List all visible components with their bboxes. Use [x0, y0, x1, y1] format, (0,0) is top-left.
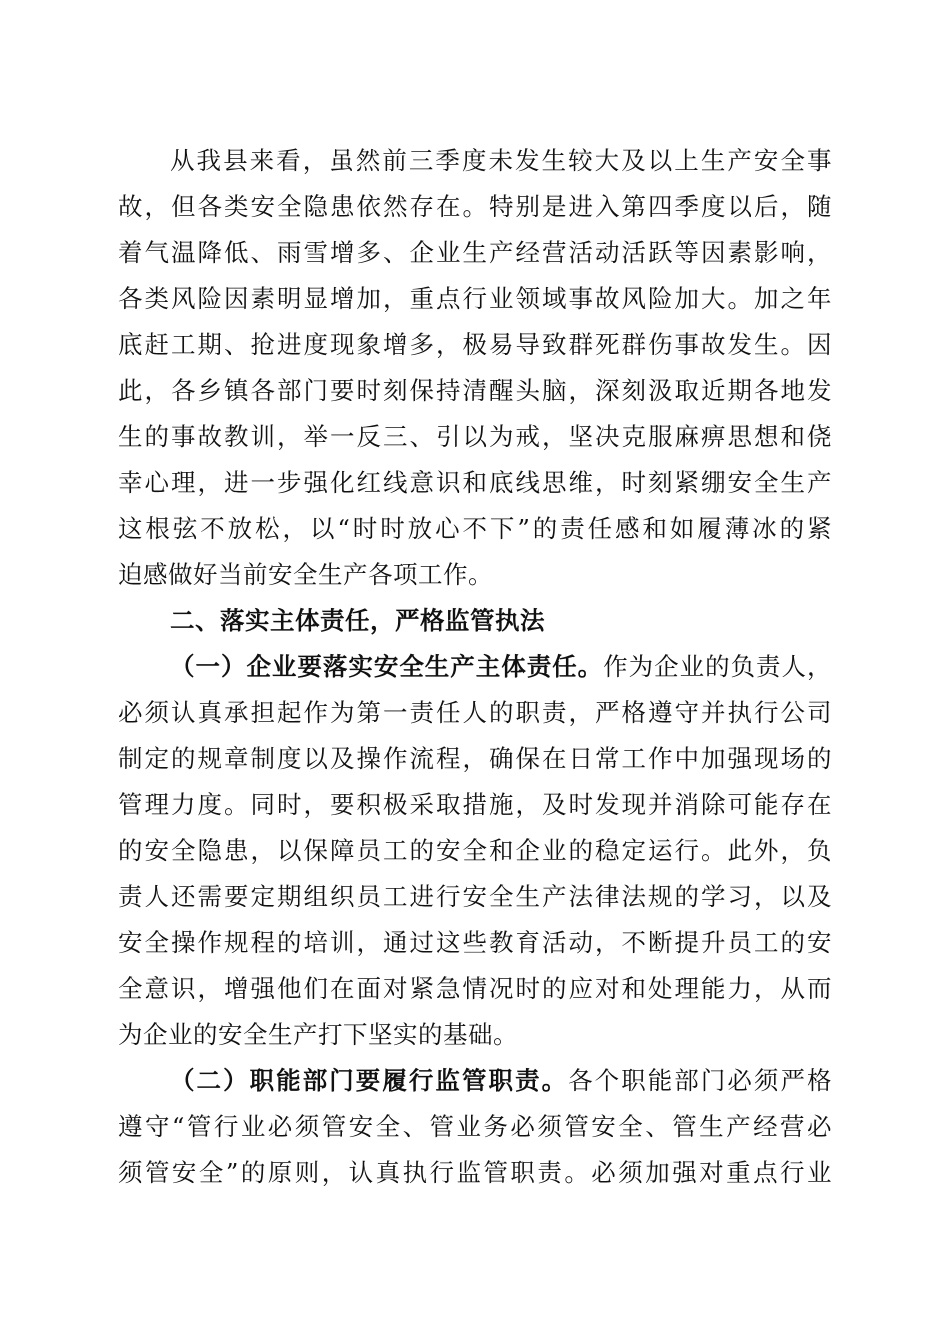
paragraph-line: 管理力度。同时，要积极采取措施，及时发现并消除可能存在 — [118, 790, 832, 819]
paragraph-line: 底赶工期、抢进度现象增多，极易导致群死群伤事故发生。因 — [118, 330, 832, 359]
paragraph-line: 制定的规章制度以及操作流程，确保在日常工作中加强现场的 — [118, 744, 832, 773]
paragraph-line: 从我县来看，虽然前三季度未发生较大及以上生产安全事 — [170, 146, 832, 175]
paragraph-line: 责人还需要定期组织员工进行安全生产法律法规的学习，以及 — [118, 882, 832, 911]
paragraph-line: 须管安全”的原则，认真执行监管职责。必须加强对重点行业 — [118, 1158, 832, 1187]
paragraph-line: 此，各乡镇各部门要时刻保持清醒头脑，深刻汲取近期各地发 — [118, 376, 832, 405]
paragraph-line: 必须认真承担起作为第一责任人的职责，严格遵守并执行公司 — [118, 698, 832, 727]
subsection-title: （一）企业要落实安全生产主体责任。 — [170, 652, 604, 681]
paragraph-line: 这根弦不放松，以“时时放心不下”的责任感和如履薄冰的紧 — [118, 514, 832, 543]
paragraph-line: 全意识，增强他们在面对紧急情况时的应对和处理能力，从而 — [118, 974, 832, 1003]
paragraph-line: 各类风险因素明显增加，重点行业领域事故风险加大。加之年 — [118, 284, 832, 313]
subsection-text: 作为企业的负责人， — [603, 652, 832, 681]
paragraph-line: 迫感做好当前安全生产各项工作。 — [118, 560, 493, 589]
paragraph-line: 安全操作规程的培训，通过这些教育活动，不断提升员工的安 — [118, 928, 832, 957]
paragraph-line: 生的事故教训，举一反三、引以为戒，坚决克服麻痹思想和侥 — [118, 422, 832, 451]
subsection-first-line — [118, 644, 832, 690]
paragraph-line: 的安全隐患，以保障员工的安全和企业的稳定运行。此外，负 — [118, 836, 832, 865]
subsection-first-line — [118, 1058, 832, 1104]
paragraph-line: 故，但各类安全隐患依然存在。特别是进入第四季度以后，随 — [118, 192, 832, 221]
paragraph-line: 幸心理，进一步强化红线意识和底线思维，时刻紧绷安全生产 — [118, 468, 832, 497]
paragraph-line: 遵守“管行业必须管安全、管业务必须管安全、管生产经营必 — [118, 1112, 832, 1141]
section-heading: 二、落实主体责任，严格监管执法 — [170, 606, 545, 635]
subsection-title: （二）职能部门要履行监管职责。 — [170, 1066, 569, 1095]
subsection-text: 各个职能部门必须严格 — [568, 1066, 832, 1095]
document-body — [118, 138, 832, 1196]
paragraph-line: 为企业的安全生产打下坚实的基础。 — [118, 1020, 518, 1049]
paragraph-line: 着气温降低、雨雪增多、企业生产经营活动活跃等因素影响， — [118, 238, 832, 267]
